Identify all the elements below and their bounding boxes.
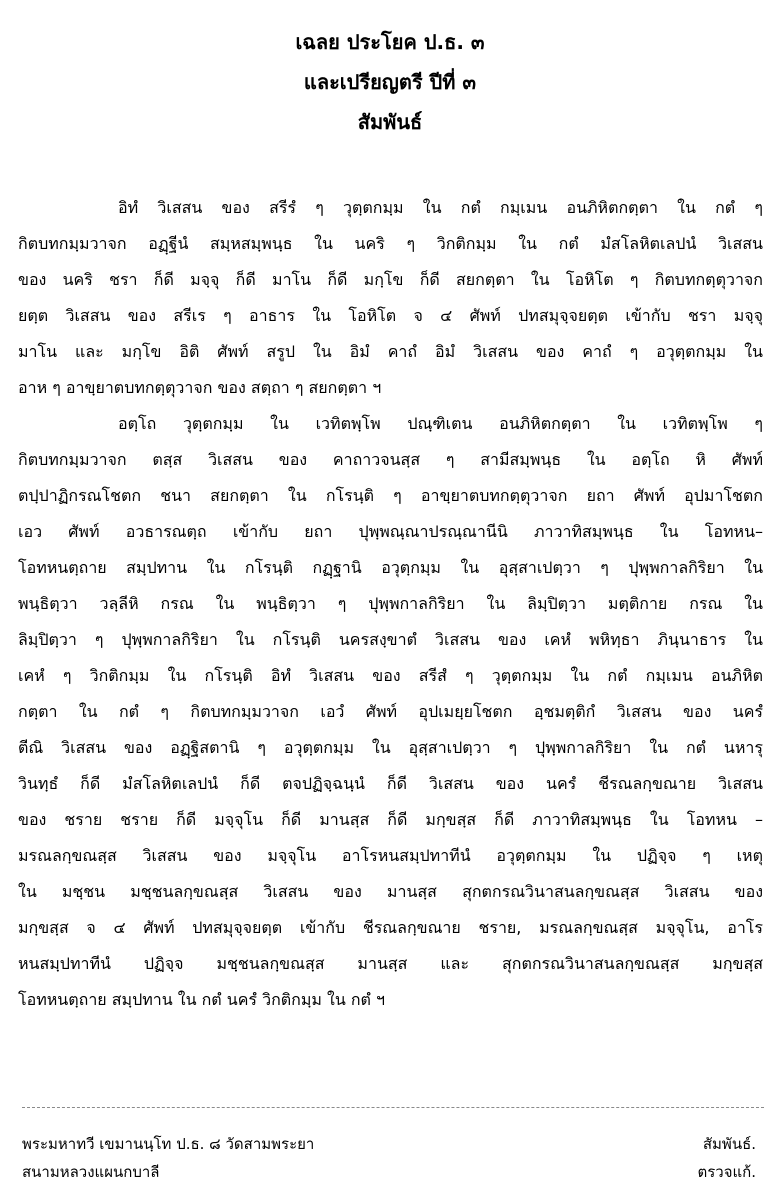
body-line: กิตบทกมฺมวาจก ตสฺส วิเสสน ของ คาถาวจนสฺส ๆ สามีสมฺพนฺธ ใน อตฺโถ หิ ศัพท์ <box>18 450 763 469</box>
body-line: ลิมฺปิตฺวา ๆ ปุพฺพกาลกิริยา ใน กโรนฺติ นครสงฺขาตํ วิเสสน ของ เคหํ พหิทฺธา ภินฺนาธาร ใน <box>18 630 763 649</box>
document-header <box>0 22 780 142</box>
title-line-3: สัมพันธ์ <box>357 110 423 134</box>
body-line: กตฺตา ใน กตํ ๆ กิตบทกมฺมวาจก เอวํ ศัพท์ อุปเมยฺยโชตก อฺชมตฺติกํ วิเสสน ของ นครํ <box>18 702 763 721</box>
body-line: ตปฺปาฏิกรณโชตก ชนา สยกตฺตา ใน กโรนฺติ ๆ อาขฺยาตบทกตฺตุวาจก ยถา ศัพท์ อุปมาโชตก <box>18 486 763 505</box>
body-line: พนฺธิตฺวา วลฺลีหิ กรณ ใน พนฺธิตฺวา ๆ ปุพฺพกาลกิริยา ใน ลิมฺปิตฺวา มตฺติกาย กรณ ใน <box>18 594 763 613</box>
footer-row-1 <box>22 1132 760 1156</box>
footer-role-2: ตรวจแก้. <box>697 1163 756 1181</box>
title-line-2: และเปรียญตรี ปีที่ ๓ <box>303 70 477 94</box>
body-line: โอทหนตฺถาย สมฺปทาน ใน กโรนฺติ กฏฺฐานิ อวุตฺกมฺม ใน อุสฺสาเปตฺวา ๆ ปุพฺพกาลกิริยา ใน <box>18 558 763 577</box>
body-line: มกฺขสฺส จ ๔ ศัพท์ ปทสมุจฺจยตฺต เข้ากับ ชีรณลกฺขณาย ชราย, มรณลกฺขณสฺส มจฺจุโน, อาโร <box>18 918 763 937</box>
footer-location: สนามหลวงแผนกบาลี <box>22 1163 160 1181</box>
body-line: เคหํ ๆ วิกติกมฺม ใน กโรนฺติ อิทํ วิเสสน ของ สรีสํ ๆ วุตฺตกมฺม ใน กตํ กมฺเมน อนภิหิต <box>18 666 763 685</box>
footer-row-2 <box>22 1160 760 1184</box>
footer-role-1: สัมพันธ์. <box>702 1135 756 1153</box>
body-line: หนสมฺปทาทีนํ ปฏิจฺจ มชฺชนลกฺขณสฺส มานสฺส และ สุกตกรณวินาสนลกฺขณสฺส มกฺขสฺส <box>18 954 763 973</box>
body-line: อิทํ วิเสสน ของ สรีรํ ๆ วุตฺตกมฺม ใน กตํ กมฺเมน อนภิหิตกตฺตา ใน กตํ ๆ <box>118 198 763 217</box>
footer-author: พระมหาทวี เขมานนฺโท ป.ธ. ๘ วัดสามพระยา <box>22 1135 315 1153</box>
body-line: ของ นคริ ชรา ก็ดี มจฺจุ ก็ดี มาโน ก็ดี มกฺโข ก็ดี สยกตฺตา ใน โอหิโต ๆ กิตบทกตฺตุวาจก <box>18 270 763 289</box>
body-line: อาห ๆ อาขฺยาตบทกตฺตุวาจก ของ สตฺถา ๆ สยกตฺตา ฯ <box>18 378 382 397</box>
answer-body <box>18 190 763 1018</box>
title-line-1: เฉลย ประโยค ป.ธ. ๓ <box>295 30 485 54</box>
dashed-divider <box>22 1107 764 1108</box>
body-line: มาโน และ มกฺโข อิติ ศัพท์ สรูป ใน อิมํ คาถํ อิมํ วิเสสน ของ คาถํ ๆ อวุตฺตกมฺม ใน <box>18 342 763 361</box>
body-line: ตีณิ วิเสสน ของ อฏฺฐิสตานิ ๆ อวุตฺตกมฺม ใน อุสฺสาเปตฺวา ๆ ปุพฺพกาลกิริยา ใน กตํ นหารุ <box>18 738 763 757</box>
body-line: ของ ชราย ชราย ก็ดี มจฺจุโน ก็ดี มานสฺส ก็ดี มกฺขสฺส ก็ดี ภาวาทิสมฺพนฺธ ใน โอทหน – <box>18 810 763 829</box>
body-line: วินทฺธํ ก็ดี มํสโลหิตเลปนํ ก็ดี ตจปฏิจฺฉนฺนํ ก็ดี วิเสสน ของ นครํ ชีรณลกฺขณาย วิเสสน <box>18 774 763 793</box>
body-line: กิตบทกมฺมวาจก อฏฺฐีนํ สมฺหสมฺพนฺธ ใน นคริ ๆ วิกติกมฺม ใน กตํ มํสโลหิตเลปนํ วิเสสน <box>18 234 763 253</box>
body-line: เอว ศัพท์ อวธารณตฺถ เข้ากับ ยถา ปุพฺพณฺณาปรณฺณานีนิ ภาวาทิสมฺพนฺธ ใน โอทหน– <box>18 522 763 541</box>
body-line: โอทหนตฺถาย สมฺปทาน ใน กตํ นครํ วิกติกมฺม ใน กตํ ฯ <box>18 990 386 1009</box>
body-line: ใน มชฺชน มชฺชนลกฺขณสฺส วิเสสน ของ มานสฺส สุกตกรณวินาสนลกฺขณสฺส วิเสสน ของ <box>18 882 763 901</box>
body-line: ยตฺต วิเสสน ของ สรีเร ๆ อาธาร ใน โอหิโต จ ๔ ศัพท์ ปทสมุจฺจยตฺต เข้ากับ ชรา มจฺจุ <box>18 306 763 325</box>
body-line: มรณลกฺขณสฺส วิเสสน ของ มจฺจุโน อาโรหนสมฺปทาทีนํ อวุตฺตกมฺม ใน ปฏิจฺจ ๆ เหตุ <box>18 846 763 865</box>
body-line: อตฺโถ วุตฺตกมฺม ใน เวทิตพฺโพ ปณฺฑิเตน อนภิหิตกตฺตา ใน เวทิตพฺโพ ๆ <box>118 414 763 433</box>
